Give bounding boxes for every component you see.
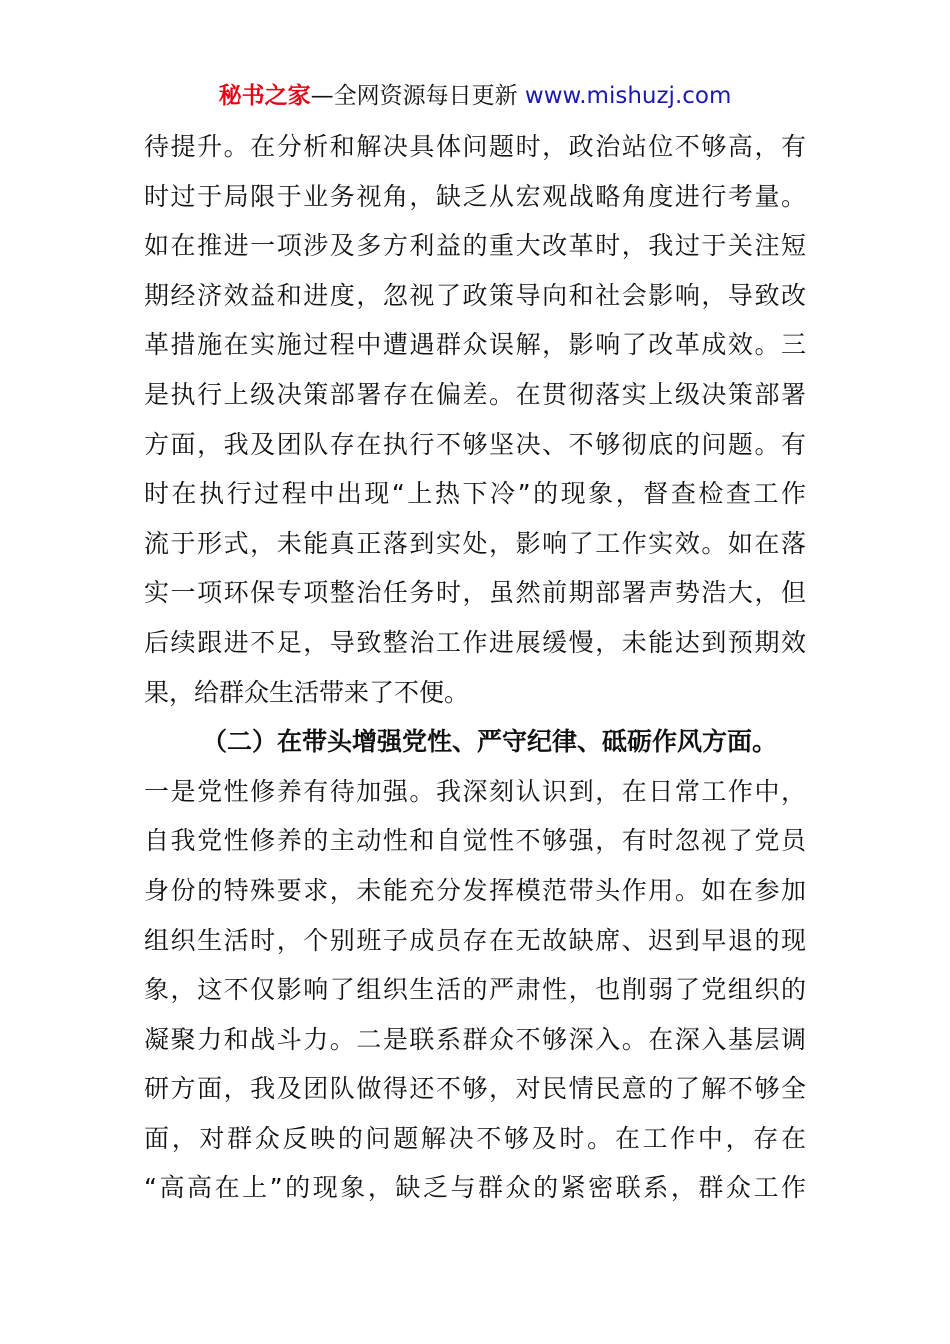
text-line: 研方面，我及团队做得还不够，对民情民意的了解不够全 bbox=[144, 1074, 806, 1104]
text-line: “高高在上”的现象，缺乏与群众的紧密联系，群众工作 bbox=[144, 1173, 806, 1203]
header-slogan: —全网资源每日更新 bbox=[310, 83, 518, 109]
header-site-link[interactable]: www.mishuzj.com bbox=[524, 83, 732, 109]
text-line: 如在推进一项涉及多方利益的重大改革时，我过于关注短 bbox=[144, 231, 806, 261]
text-line-paragraph-end: 果，给群众生活带来了不便。 bbox=[144, 677, 470, 707]
text-line: 身份的特殊要求，未能充分发挥模范带头作用。如在参加 bbox=[144, 875, 806, 905]
text-line: 自我党性修养的主动性和自觉性不够强，有时忽视了党员 bbox=[144, 826, 806, 856]
text-line: 待提升。在分析和解决具体问题时，政治站位不够高，有 bbox=[144, 132, 806, 161]
text-line: 一是党性修养有待加强。我深刻认识到，在日常工作中， bbox=[144, 776, 806, 806]
section-heading: （二）在带头增强党性、严守纪律、砥砺作风方面。 bbox=[202, 727, 778, 757]
text-line: 是执行上级决策部署存在偏差。在贯彻落实上级决策部署 bbox=[144, 379, 806, 409]
text-line: 后续跟进不足，导致整治工作进展缓慢，未能达到预期效 bbox=[144, 627, 806, 657]
text-line: 组织生活时，个别班子成员存在无故缺席、迟到早退的现 bbox=[144, 925, 806, 955]
text-line: 时在执行过程中出现“上热下冷”的现象，督查检查工作 bbox=[144, 479, 806, 509]
header-brand: 秘书之家 bbox=[218, 83, 311, 109]
text-line: 时过于局限于业务视角，缺乏从宏观战略角度进行考量。 bbox=[144, 181, 806, 211]
text-line: 流于形式，未能真正落到实处，影响了工作实效。如在落 bbox=[144, 528, 806, 558]
text-line: 凝聚力和战斗力。二是联系群众不够深入。在深入基层调 bbox=[144, 1024, 806, 1054]
text-line: 方面，我及团队存在执行不够坚决、不够彻底的问题。有 bbox=[144, 429, 806, 459]
page-header bbox=[0, 80, 950, 112]
text-line: 期经济效益和进度，忽视了政策导向和社会影响，导致改 bbox=[144, 280, 806, 310]
text-line: 面，对群众反映的问题解决不够及时。在工作中，存在 bbox=[144, 1123, 806, 1153]
text-line: 革措施在实施过程中遭遇群众误解，影响了改革成效。三 bbox=[144, 330, 806, 360]
text-line: 象，这不仅影响了组织生活的严肃性，也削弱了党组织的 bbox=[144, 975, 806, 1005]
text-line: 实一项环保专项整治任务时，虽然前期部署声势浩大，但 bbox=[144, 578, 806, 608]
document-body bbox=[144, 122, 806, 1213]
